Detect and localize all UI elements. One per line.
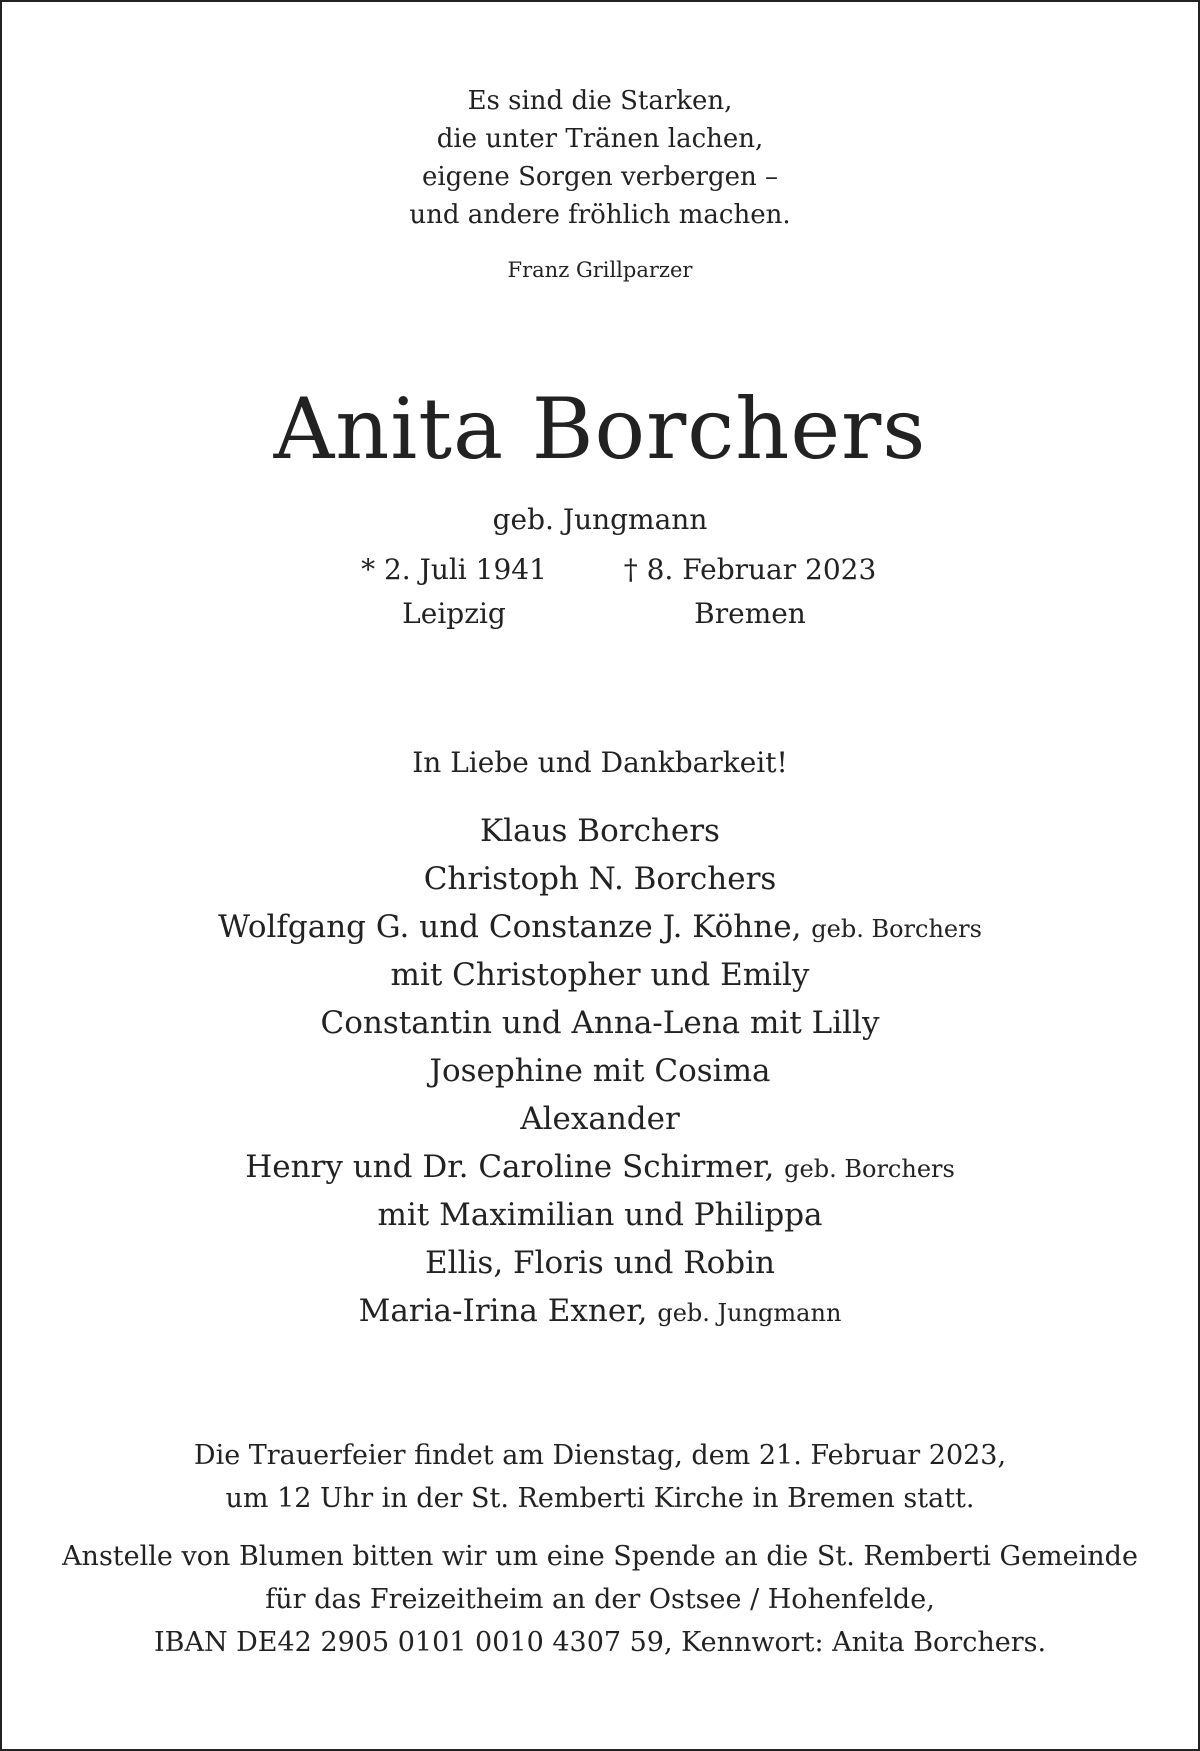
family-line: Klaus Borchers xyxy=(480,813,720,849)
donation-line: Anstelle von Blumen bitten wir um eine Spende an die St. Remberti Gemeinde xyxy=(62,1541,1138,1572)
family-line: mit Christopher und Emily xyxy=(390,957,810,993)
deceased-name: Anita Borchers xyxy=(273,380,927,478)
family-line-suffix: geb. Jungmann xyxy=(657,1299,842,1327)
service-line: um 12 Uhr in der St. Remberti Kirche in Bremen statt. xyxy=(225,1483,975,1514)
quote-line: Es sind die Starken, xyxy=(467,86,733,116)
family-line: Alexander xyxy=(520,1101,680,1137)
family-line-suffix: geb. Borchers xyxy=(811,915,982,943)
quote-author: Franz Grillparzer xyxy=(507,258,693,282)
family-line: Josephine mit Cosima xyxy=(429,1053,771,1089)
family-line: Ellis, Floris und Robin xyxy=(425,1245,775,1281)
quote-line: eigene Sorgen verbergen – xyxy=(421,162,779,192)
family-line: Wolfgang G. und Constanze J. Köhne, geb. Borchers xyxy=(218,909,982,945)
death-place: Bremen xyxy=(694,597,806,630)
birth-place: Leipzig xyxy=(402,597,506,630)
family-line: Henry und Dr. Caroline Schirmer, geb. Borchers xyxy=(245,1149,955,1185)
family-line-suffix: geb. Borchers xyxy=(784,1155,955,1183)
dedication: In Liebe und Dankbarkeit! xyxy=(412,746,788,779)
donation-line: IBAN DE42 2905 0101 0010 4307 59, Kennwort: Anita Borchers. xyxy=(153,1627,1047,1658)
quote-line: und andere fröhlich machen. xyxy=(409,200,791,230)
service-line: Die Trauerfeier findet am Dienstag, dem 21. Februar 2023, xyxy=(193,1440,1007,1471)
family-line: mit Maximilian und Philippa xyxy=(377,1197,823,1233)
family-line: Christoph N. Borchers xyxy=(423,861,777,897)
death-date: † 8. Februar 2023 xyxy=(623,553,877,586)
birth-name: geb. Jungmann xyxy=(492,503,708,536)
donation-line: für das Freizeitheim an der Ostsee / Hohenfelde, xyxy=(265,1584,935,1615)
family-line: Maria-Irina Exner, geb. Jungmann xyxy=(358,1293,842,1329)
quote-line: die unter Tränen lachen, xyxy=(436,124,764,154)
birth-date: * 2. Juli 1941 xyxy=(361,553,547,586)
family-line: Constantin und Anna-Lena mit Lilly xyxy=(320,1005,880,1041)
